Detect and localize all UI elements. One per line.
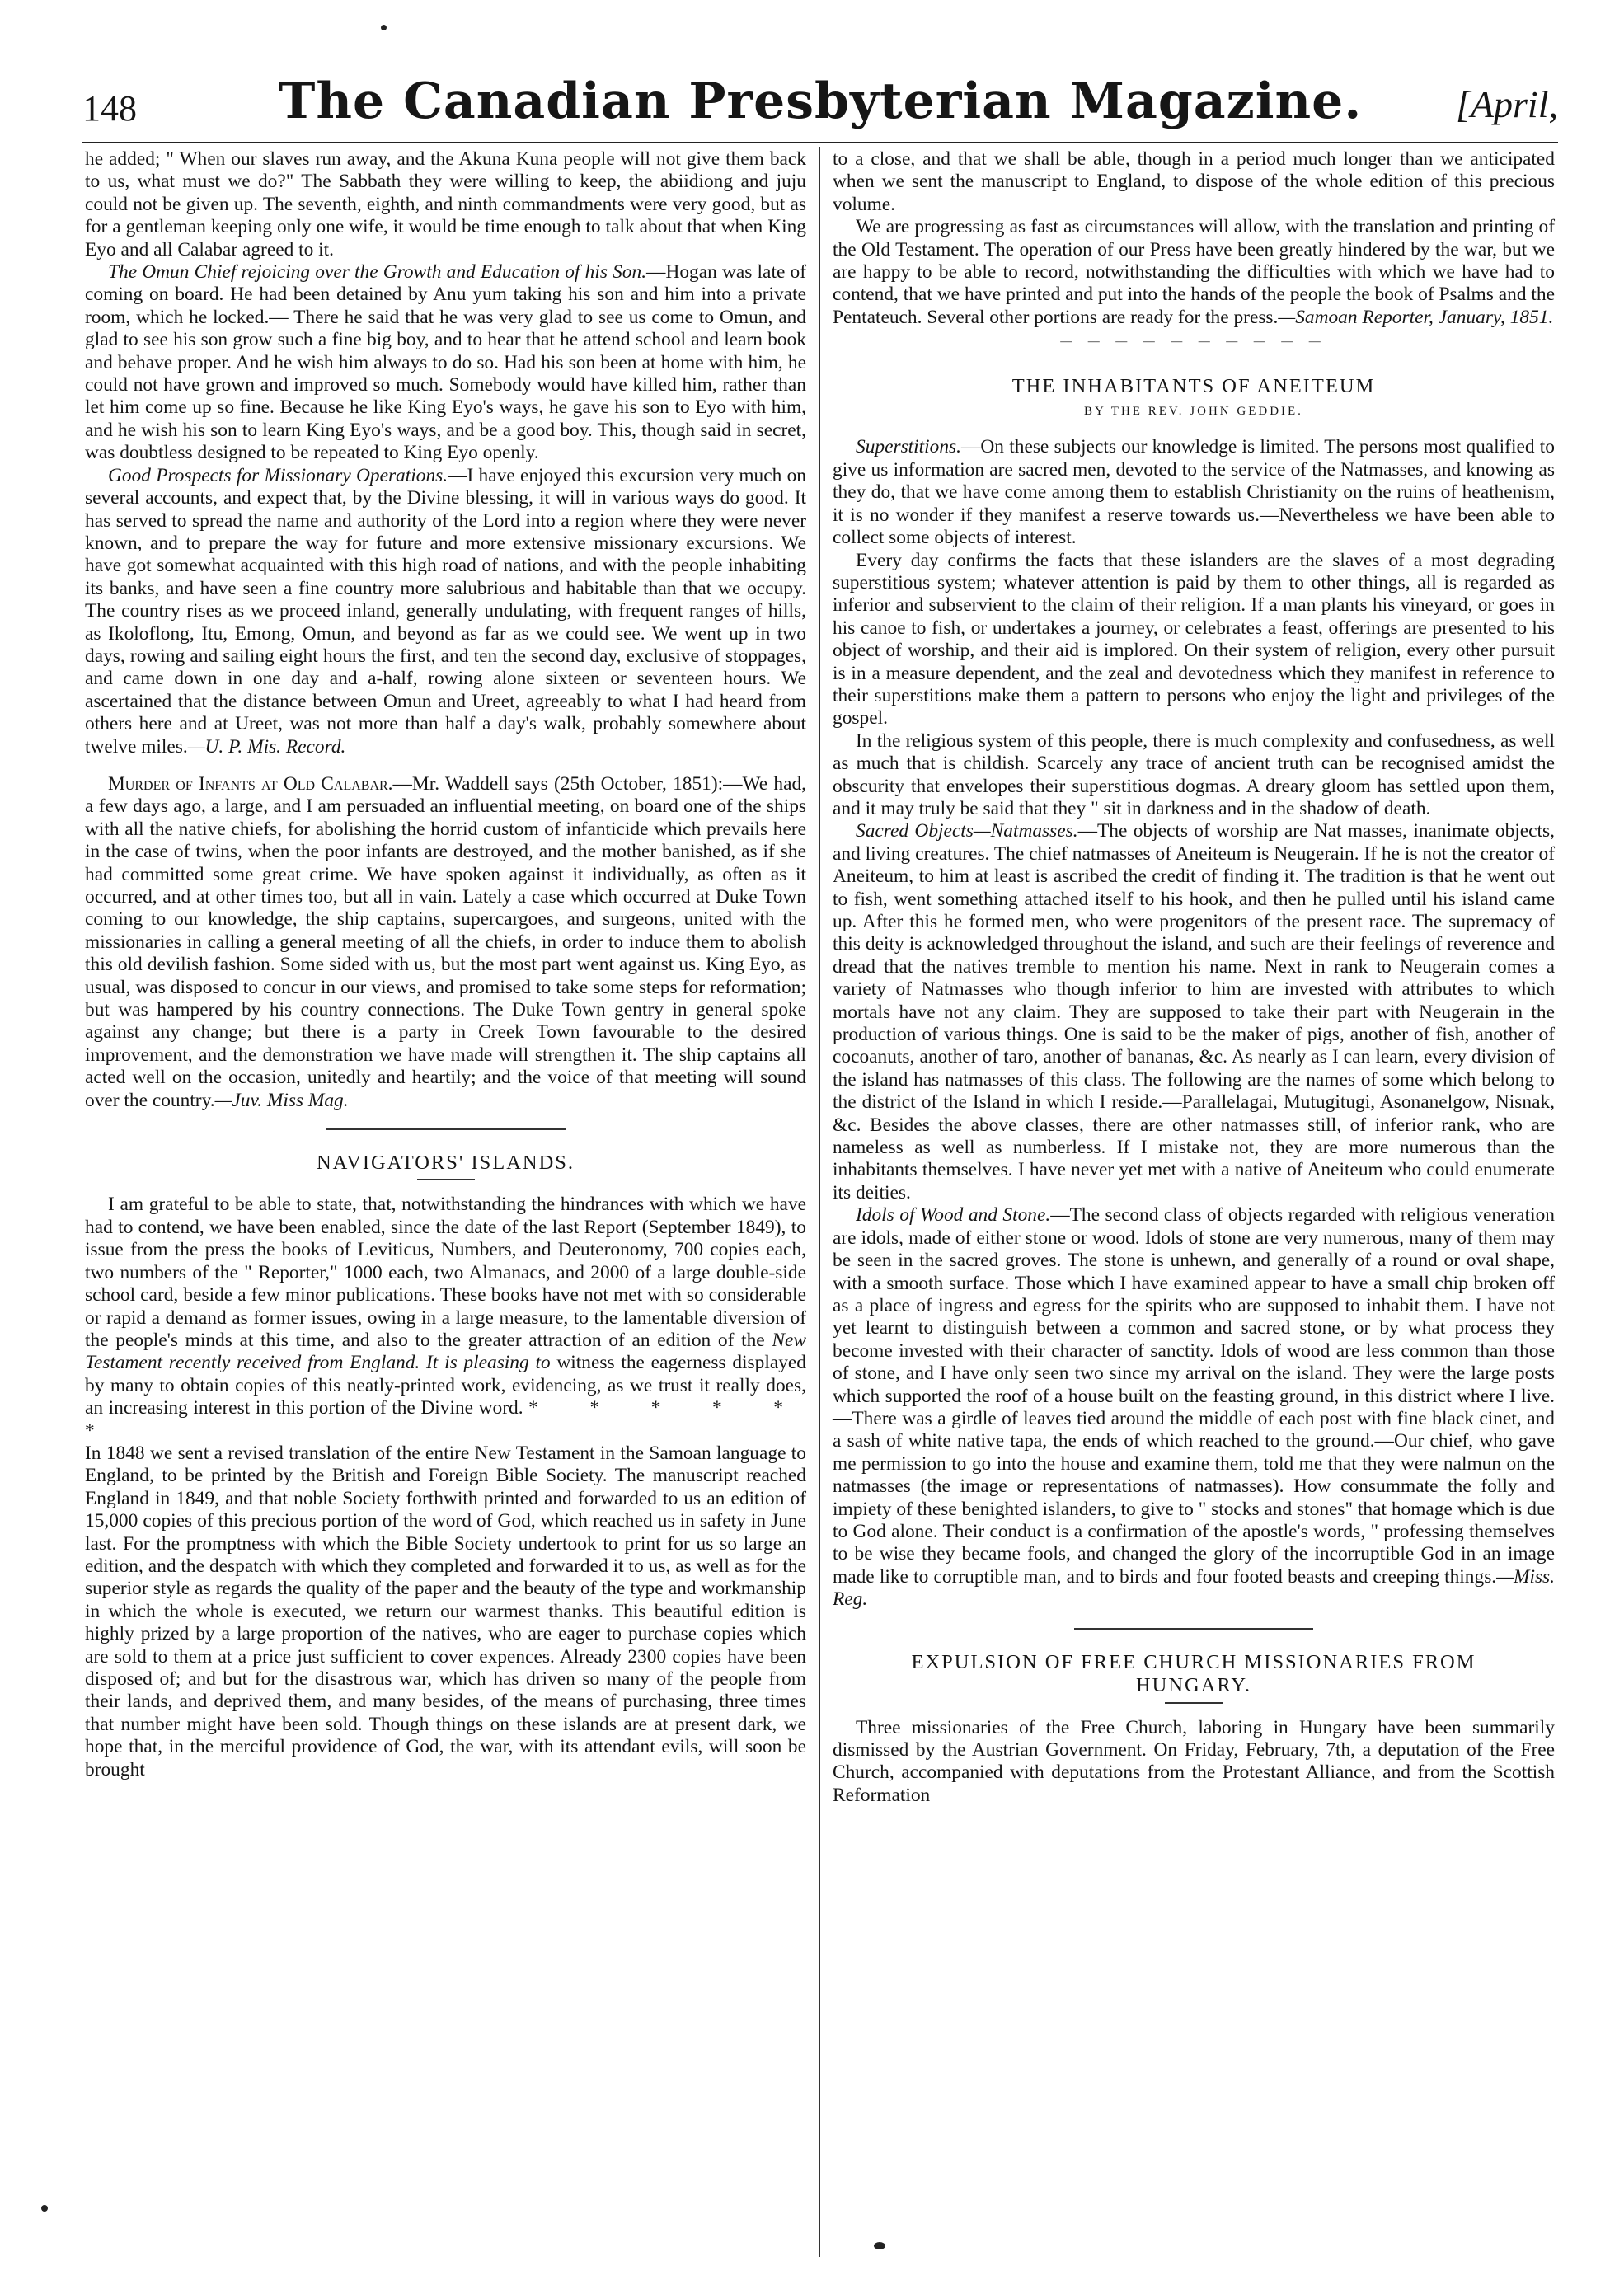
section-rule: [1074, 1628, 1313, 1630]
paragraph: In the religious system of this people, there is much complexity and confusedness, as well as much that is childish. Scarcely any trace of ancient truth can be recognised amidst the obscurity that envelopes their superstitious dogmas. A dreary gloom has settled upon them, and it may truly be said that they " sit in darkness and in the shadow of death.: [833, 729, 1555, 819]
paragraph-title: Sacred Objects—Natmasses.: [856, 820, 1078, 842]
paragraph: In 1848 we sent a revised translation of the entire New Testament in the Samoan language to England, to be printed by the British and Foreign Bible Society. The manuscript reached England in 1849, and that noble Society forthwith printed and forwarded to us an edition of 15,000 copies of this precious portion of the word of God, which reached us in safety in June last. For the promptness with which the Bible Society undertook to print for us so large an edition, and the despatch with which they completed and forwarded it to us, as well as for the superior style as regards the quality of the paper and the beauty of the type and workmanship in which the whole is executed, we return our warmest thanks. This beautiful edition is highly prized by a large proportion of the natives, who are eager to purchase copies which are sold to them at a price just sufficient to cover expences. Already 2300 copies have been disposed of; and but for the disastrous war, which has driven so many of the people from their lands, and deprived them, and many besides, of the means of purchasing, three times that number might have been sold. Though things on these islands are at present dark, we hope that, in the merciful providence of God, the war, with its attendant evils, will soon be brought: [85, 1442, 806, 1780]
magazine-title: The Canadian Presbyterian Magazine.: [278, 73, 1363, 130]
paragraph: Sacred Objects—Natmasses.—The objects of worship are Nat masses, inanimate objects, and living creatures. The chief natmasses of Aneiteum is Neugerain. If he is not the creator of Aneiteum, to him at least is ascribed the credit of finding it. The tradition is that he went out to fish, went something attached itself to his hook, and then he pulled until his island came up. After this he formed men, who were progenitors of the present race. The supremacy of this deity is acknowledged throughout the island, and such are their feelings of reverence and dread that the natives tremble to mention his name. Next in rank to Neugerain comes a variety of Natmasses who though inferior to him are invested with attributes to which mortals have not any claim. They are supposed to take their part with Neugerain in the production of various things. One is said to be the maker of pigs, another of fish, another of cocoanuts, another of taro, another of bananas, &c. As nearly as I can learn, every division of the island has natmasses of this class. The following are the names of some which belong to the district of the Island in which I reside.—Parallelagai, Mutugitugi, Asonanelgow, Nisnak, &c. Besides the above classes, there are other natmasses still, of inferior rank, who are nameless as well as numberless. If I mistake not, they are more numerous than the inhabitants themselves. I have never yet met with a native of Aneiteum who could enumerate its deities.: [833, 820, 1555, 1203]
source-citation: —Samoan Reporter, January, 1851.: [1278, 306, 1554, 328]
print-speck: [41, 2205, 48, 2212]
issue-month: [April,: [1456, 83, 1558, 125]
heading-rule: [417, 1179, 475, 1180]
paragraph: The Omun Chief rejoicing over the Growth and Education of his Son.—Hogan was late of coming on board. He had been detained by Anu yum taking his son and him into a private room, which he locked.— There he said that he was very glad to see us come to Omun, and glad to see his son grow such a fine big boy, and to hear that he attend school and learn book and behave proper. And he wish him always to do so. Had his son been at home with him, he could not have grown and improved so much. Somebody would have killed him, rather than let him come up so fine. Because he like King Eyo's ways, he gave his son to Eyo with him, and he wish his son to learn King Eyo's ways, and be a good boy. This, though said in secret, was doubtless designed to be repeated to King Eyo openly.: [85, 261, 806, 464]
page-number: 148: [82, 88, 137, 129]
section-rule: [326, 1128, 566, 1130]
byline: BY THE REV. JOHN GEDDIE.: [1084, 405, 1303, 419]
source-citation: —Miss. Reg.: [833, 1565, 1555, 1611]
section-heading: NAVIGATORS' ISLANDS.: [316, 1152, 575, 1175]
paragraph: We are progressing as fast as circumstances will allow, with the translation and printing of the Old Testament. The operation of our Press have been greatly hindered by the war, but we are happy to be able to record, notwithstanding the difficulties with which we have had to contend, that we have printed and put into the hands of the people the book of Psalms and the Pentateuch. Several other portions are ready for the press.—Samoan Reporter, January, 1851.: [833, 216, 1555, 328]
paragraph: Idols of Wood and Stone.—The second class of objects regarded with religious veneration are idols, made of either stone or wood. Idols of stone are very numerous, many of them may be seen in the sacred groves. The stone is unhewn, and generally of a round or oval shape, with a smooth surface. Those which I have examined appear to have a small chip broken off as a place of ingress and egress for the spirits who are supposed to inhabit them. I have not yet learnt to distinguish between a common and sacred stone, or by what process they become invested with their character of sanctity. Idols of wood are less common than those of stone, and I have only seen two since my arrival on the island. They were the large posts which supported the roof of a house built on the feasting ground, in this district where I live.—There was a girdle of leaves tied around the middle of each post with fine black cinet, and a sash of white native tapa, the ends of which reached to the ground.—Our chief, who gave me permission to go into the house and examine them, told me that they were nalmun on the natmasses (the image or representations of natmasses). How consummate the folly and impiety of these benighted islanders, to give to " stocks and stones" that homage which is due to God alone. Their conduct is a confirmation of the apostle's words, " professing themselves to be wise they became fools, and changed the glory of the incorruptible God in an image made like to corruptible man, and to birds and four footed beasts and creeping things.—Miss. Reg.: [833, 1204, 1555, 1611]
section-heading: THE INHABITANTS OF ANEITEUM: [1011, 374, 1376, 397]
section-heading: EXPULSION OF FREE CHURCH MISSIONARIES FROM HUNGARY.: [911, 1650, 1476, 1696]
right-column: [833, 148, 1555, 1807]
divider: — — — — — — — — — —: [1060, 335, 1327, 349]
paragraph: Superstitions.—On these subjects our knowledge is limited. The persons most qualified to give us information are sacred men, devoted to the service of the Natmasses, and knowing as they do, that we have come among them to establish Christianity on the ruins of heathenism, it is no wonder if they manifest a reserve towards us.—Nevertheless we have been able to collect some objects of interest.: [833, 436, 1555, 549]
left-column: [85, 148, 806, 1781]
paragraph: to a close, and that we shall be able, though in a period much longer than we anticipated when we sent the manuscript to England, to dispose of the whole edition of this precious volume.: [833, 148, 1555, 215]
ellipsis-stars: * * * * * *: [85, 1397, 806, 1442]
header-rule: [82, 142, 1558, 143]
source-citation: —Juv. Miss Mag.: [214, 1089, 349, 1111]
print-speck: [874, 2242, 885, 2249]
paragraph-title: The Omun Chief rejoicing over the Growth and Education of his Son.: [108, 261, 647, 284]
paragraph: Three missionaries of the Free Church, laboring in Hungary have been summarily dismissed by the Austrian Government. On Friday, February, 7th, a deputation of the Free Church, accompanied with deputations from the Protestant Alliance, and from the Scottish Reformation: [833, 1716, 1555, 1806]
paragraph: he added; " When our slaves run away, and the Akuna Kuna people will not give them back to us, what must we do?" The Sabbath they were willing to keep, the abiidiong and juju could not be given up. The seventh, eighth, and ninth commandments were very good, but as for a gentleman keeping only one wife, it would be time enough to talk about that when King Eyo and all Calabar agreed to it.: [85, 148, 806, 260]
paragraph-title: Idols of Wood and Stone.: [856, 1204, 1051, 1227]
print-speck: [381, 25, 387, 30]
paragraph-title: Murder of Infants at Old Calabar.: [108, 772, 393, 795]
source-citation: —U. P. Mis. Record.: [187, 735, 346, 758]
paragraph: Murder of Infants at Old Calabar.—Mr. Waddell says (25th October, 1851):—We had, a few days ago, a large, and I am persuaded an influential meeting, on board one of the ships with all the native chiefs, for abolishing the horrid custom of infanticide which prevails here in the case of twins, when the poor infants are destroyed, and the mother banished, as if she had committed some great crime. We have spoken against it individually, as often as it occurred, and at other times too, but all in vain. Lately a case which occurred at Duke Town coming to our knowledge, the ship captains, supercargoes, and surgeons, united with the missionaries in calling a general meeting of all the chiefs, in order to induce them to abolish this old devilish fashion. Some sided with us, but the most part went against us. King Eyo, as usual, was disposed to concur in our views, and promised to take some steps for reformation; but was hampered by his country connections. The Duke Town gentry in general spoke against any change; but there is a party in Creek Town favourable to the desired improvement, and the demonstration we have made will strengthen it. The ship captains all acted well on the occasion, unitedly and heartily; and the voice of that meeting will sound over the country.—Juv. Miss Mag.: [85, 772, 807, 1111]
paragraph: I am grateful to be able to state, that, notwithstanding the hindrances with which we have had to contend, we have been enabled, since the date of the last Report (September 1849), to issue from the press the books of Leviticus, Numbers, and Deuteronomy, 700 copies each, two numbers of the " Reporter," 1000 each, two Almanacs, and 2000 of a large double-side school card, beside a few minor publications. These books have not met with so considerable or rapid a demand as former issues, owing in a large measure, to the lamentable diversion of the people's minds at this time, and also to the greater attraction of an edition of the New Testament recently received from England. It is pleasing to witness the eagerness displayed by many to obtain copies of this neatly-printed work, evidencing, as we trust it really does, an increasing interest in this portion of the Divine word. * * * * * *: [85, 1194, 806, 1442]
heading-rule: [1165, 1702, 1223, 1704]
paragraph-title: Good Prospects for Missionary Operations.: [108, 464, 448, 486]
paragraph: Good Prospects for Missionary Operations.—I have enjoyed this excursion very much on several accounts, and expect that, by the Divine blessing, it will in various ways do good. It has served to spread the name and authority of the Lord into a region where they were never known, and to prepare the way for future and more extensive missionary excursions. We have got somewhat acquainted with this high road of nations, and with the people inhabiting its banks, and have seen a fine country more salubrious and habitable than that we occupy. The country rises as we proceed inland, generally undulating, with frequent ranges of hills, as Ikoloflong, Itu, Emong, Omun, and beyond as far as we could see. We went up in two days, rowing and sailing eight hours the first, and ten the second day, exclusive of stoppages, and came down in one day and a-half, rowing alone sixteen or seventeen hours. We ascertained that the distance between Omun and Ureet, agreeably to what I had heard from others here and at Ureet, was not more than half a day's walk, probably somewhere about twelve miles.—U. P. Mis. Record.: [85, 464, 806, 758]
paragraph-title: Superstitions.: [856, 436, 962, 458]
paragraph: Every day confirms the facts that these islanders are the slaves of a most degrading superstitious system; whatever attention is paid by them to other things, all is regarded as inferior and subservient to the claim of their religion. If a man plants his vineyard, or goes in his canoe to fish, or undertakes a journey, or celebrates a feast, offerings are presented to his object of worship, and their aid is implored. On their system of religion, every other pursuit is in a measure dependent, and the zeal and devotedness which they manifest in reference to their superstitions make them a pattern to persons who enjoy the light and privileges of the gospel.: [833, 549, 1555, 729]
column-rule: [819, 147, 820, 2257]
running-header: [82, 73, 1558, 138]
